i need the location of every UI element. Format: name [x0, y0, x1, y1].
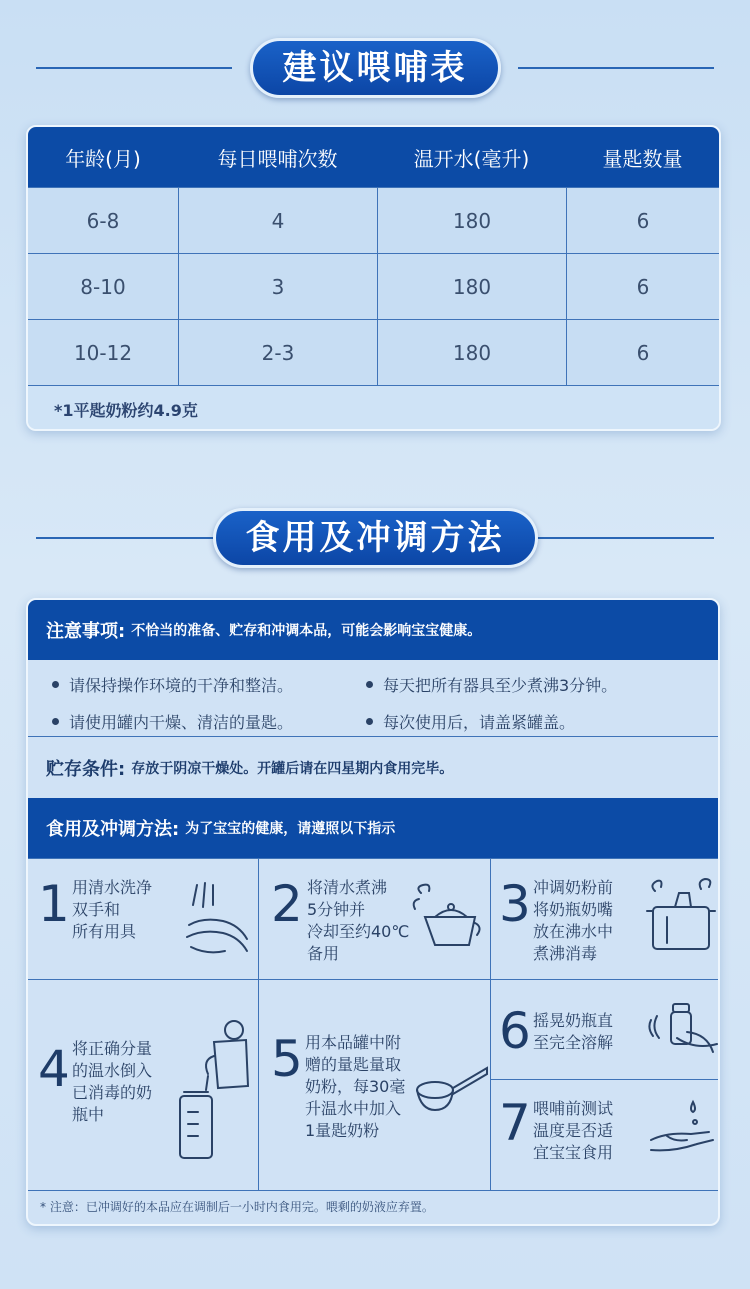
- list-item: [52, 707, 366, 736]
- step-text: [72, 1038, 152, 1126]
- step-line: 放在沸水中: [533, 922, 614, 941]
- step-2: [259, 859, 491, 980]
- cell-water: 180: [377, 254, 566, 319]
- step-line: 煮沸消毒: [533, 944, 598, 963]
- prep-band: [28, 798, 718, 858]
- step-3: [491, 859, 720, 980]
- washing-hands-icon: [183, 881, 253, 961]
- bullet-text: 请保持操作环境的干净和整洁。: [69, 676, 294, 695]
- divider-line: [518, 537, 714, 539]
- step-line: 奶粉，每30毫: [305, 1077, 406, 1096]
- step-line: 冷却至约40℃: [307, 922, 410, 941]
- cell-scoops: 6: [566, 188, 719, 253]
- sterilizing-pot-icon: [645, 877, 717, 955]
- bullet-dot-icon: [366, 718, 373, 725]
- prep-title: 食用及冲调方法:: [46, 819, 180, 840]
- step-line: 所有用具: [72, 922, 137, 941]
- step-text: [307, 877, 409, 965]
- step-number: 4: [38, 1040, 70, 1098]
- step-number: 2: [271, 875, 303, 933]
- cell-age: 10-12: [28, 320, 178, 385]
- step-line: 用本品罐中附: [305, 1033, 402, 1052]
- step-number: 1: [38, 875, 70, 933]
- step-text: [533, 1098, 613, 1164]
- step-text: [72, 877, 152, 943]
- step-number: 5: [271, 1030, 303, 1088]
- cell-water: 180: [377, 188, 566, 253]
- bullet-text: 每天把所有器具至少煮沸3分钟。: [383, 676, 618, 695]
- table-row: [28, 319, 719, 385]
- step-line: 备用: [307, 944, 340, 963]
- step-7: [491, 1080, 720, 1191]
- step-line: 1量匙奶粉: [305, 1121, 380, 1140]
- caution-bullets: [28, 660, 718, 736]
- cell-feeds: 2-3: [178, 320, 377, 385]
- caution-text: 不恰当的准备、贮存和冲调本品，可能会影响宝宝健康。: [131, 623, 482, 639]
- step-line: 升温水中加入: [305, 1099, 402, 1118]
- header-scoops: 量匙数量: [602, 146, 683, 171]
- table-row: [28, 187, 719, 253]
- cell-feeds: 4: [178, 188, 377, 253]
- bullet-dot-icon: [366, 681, 373, 688]
- shaking-bottle-icon: [647, 998, 719, 1068]
- method-section-title: 食用及冲调方法: [213, 508, 538, 568]
- step-line: 的温水倒入: [72, 1061, 153, 1080]
- step-line: 摇晃奶瓶直: [533, 1011, 614, 1030]
- method-section-header: [0, 508, 750, 568]
- feeding-table: [26, 125, 721, 431]
- bullet-text: 每次使用后，请盖紧罐盖。: [383, 713, 576, 732]
- divider-line: [518, 67, 714, 69]
- step-line: 双手和: [72, 900, 121, 919]
- header-feeds-per-day: 每日喂哺次数: [217, 146, 338, 171]
- list-item: [52, 670, 366, 699]
- step-1: [28, 859, 259, 980]
- cell-scoops: 6: [566, 320, 719, 385]
- step-line: 喂哺前测试: [533, 1099, 614, 1118]
- bullet-dot-icon: [52, 681, 59, 688]
- step-text: [533, 1010, 613, 1054]
- cell-water: 180: [377, 320, 566, 385]
- step-line: 将正确分量: [72, 1039, 153, 1058]
- caution-title: 注意事项:: [46, 621, 126, 642]
- steps-grid: [28, 858, 718, 1190]
- feeding-section-title: 建议喂哺表: [250, 38, 501, 98]
- boiling-kettle-icon: [411, 883, 483, 953]
- step-number: 3: [499, 875, 531, 933]
- step-line: 温度是否适: [533, 1121, 614, 1140]
- step-line: 宜宝宝食用: [533, 1143, 614, 1162]
- step-number: 6: [499, 1002, 531, 1060]
- prep-text: 为了宝宝的健康，请遵照以下指示: [185, 821, 396, 837]
- testing-temperature-icon: [647, 1096, 719, 1166]
- storage-text: 存放于阴凉干燥处。开罐后请在四星期内食用完毕。: [131, 760, 454, 777]
- step-text: [533, 877, 613, 965]
- step-5: [259, 980, 491, 1191]
- header-water: 温开水(毫升): [413, 146, 530, 171]
- storage-title: 贮存条件:: [46, 758, 126, 780]
- measuring-scoop-icon: [413, 1060, 489, 1120]
- step-line: 至完全溶解: [533, 1033, 614, 1052]
- step-4: [28, 980, 259, 1191]
- cell-age: 8-10: [28, 254, 178, 319]
- step-line: 赠的量匙量取: [305, 1055, 402, 1074]
- scoop-weight-note: *1平匙奶粉约4.9克: [28, 385, 719, 431]
- storage-row: [28, 736, 718, 798]
- step-line: 5分钟并: [307, 900, 366, 919]
- bullet-text: 请使用罐内干燥、清洁的量匙。: [69, 713, 294, 732]
- divider-line: [36, 537, 232, 539]
- caution-band: [28, 600, 718, 660]
- step-text: [305, 1032, 405, 1142]
- list-item: [366, 670, 696, 699]
- cell-scoops: 6: [566, 254, 719, 319]
- step-line: 冲调奶粉前: [533, 878, 614, 897]
- method-footnote: * 注意：已冲调好的本品应在调制后一小时内食用完。喂剩的奶液应弃置。: [40, 1199, 434, 1214]
- divider-line: [36, 67, 232, 69]
- feeding-section-header: [0, 38, 750, 98]
- cell-age: 6-8: [28, 188, 178, 253]
- step-number: 7: [499, 1094, 531, 1152]
- cell-feeds: 3: [178, 254, 377, 319]
- step-line: 将奶瓶奶嘴: [533, 900, 614, 919]
- list-item: [366, 707, 696, 736]
- step-line: 用清水洗净: [72, 878, 153, 897]
- pouring-water-icon: [174, 1016, 254, 1166]
- header-age: 年龄(月): [65, 146, 141, 171]
- method-card: [26, 598, 720, 1226]
- step-6: [491, 980, 720, 1080]
- feeding-table-header: [28, 127, 719, 187]
- step-line: 已消毒的奶: [72, 1083, 153, 1102]
- step-line: 将清水煮沸: [307, 878, 388, 897]
- step-line: 瓶中: [72, 1105, 105, 1124]
- bullet-dot-icon: [52, 718, 59, 725]
- table-row: [28, 253, 719, 319]
